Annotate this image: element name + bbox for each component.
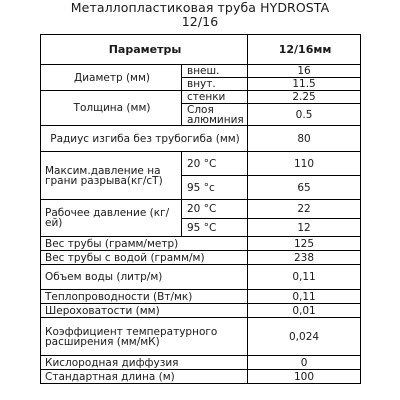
table-row [41,265,361,290]
header-param: Параметры [41,35,248,65]
thickness-wall-label: стенки [182,91,248,104]
water-volume-label: Объем воды (литр/м) [41,265,248,290]
expansion-label: Коэффициент температурного расширения (мм/мК) [41,318,248,356]
table-row [41,304,361,318]
work-t1-value: 22 [248,200,361,219]
table-row [41,237,361,251]
burst-t2-label: 95 °c [182,176,248,200]
water-volume-value: 0,11 [248,265,361,290]
diameter-inner-label: внут. [182,78,248,91]
table-row [41,370,361,384]
diameter-outer-label: внеш. [182,65,248,78]
burst-t1-label: 20 °C [182,152,248,176]
diameter-outer-value: 16 [248,65,361,78]
burst-t2-value: 65 [248,176,361,200]
bend-radius-value: 80 [248,126,361,152]
thickness-label: Толщина (мм) [41,91,182,126]
table-row [41,65,361,78]
length-value: 100 [248,370,361,384]
roughness-label: Шероховатости (мм) [41,304,248,318]
weight-value: 125 [248,237,361,251]
oxygen-value: 0 [248,356,361,370]
burst-t1-value: 110 [248,152,361,176]
table-header-row [41,35,361,65]
thickness-al-value: 0.5 [248,104,361,126]
thickness-wall-value: 2.25 [248,91,361,104]
weight-water-label: Вес трубы с водой (грамм/м) [41,251,248,265]
diameter-label: Диаметр (мм) [41,65,182,91]
oxygen-label: Кислородная диффузия [41,356,248,370]
roughness-value: 0,01 [248,304,361,318]
burst-pressure-label: Максим.давление на грани разрыва(кг/сT) [41,152,182,200]
table-row [41,126,361,152]
table-row [41,251,361,265]
table-row [41,91,361,104]
header-value: 12/16мм [248,35,361,65]
spec-table [40,34,361,384]
diameter-inner-value: 11.5 [248,78,361,91]
table-row [41,318,361,356]
length-label: Стандартная длина (м) [41,370,248,384]
table-row [41,356,361,370]
table-row [41,152,361,176]
weight-water-value: 238 [248,251,361,265]
work-t1-label: 20 °C [182,200,248,219]
work-t2-label: 95 °C [182,219,248,237]
document-subtitle: 12/16 [181,14,219,29]
bend-radius-label: Радиус изгиба без трубогиба (мм) [41,126,248,152]
work-t2-value: 12 [248,219,361,237]
thermal-label: Теплопроводности (Вт/мк) [41,290,248,304]
expansion-value: 0,024 [248,318,361,356]
thermal-value: 0,11 [248,290,361,304]
thickness-al-label: Слоя алюминия [182,104,248,126]
work-pressure-label: Рабочее давление (кг/ей) [41,200,182,237]
weight-label: Вес трубы (грамм/метр) [41,237,248,251]
table-row [41,200,361,219]
document-title: Металлопластиковая труба HYDROSTA [70,0,330,15]
table-row [41,290,361,304]
